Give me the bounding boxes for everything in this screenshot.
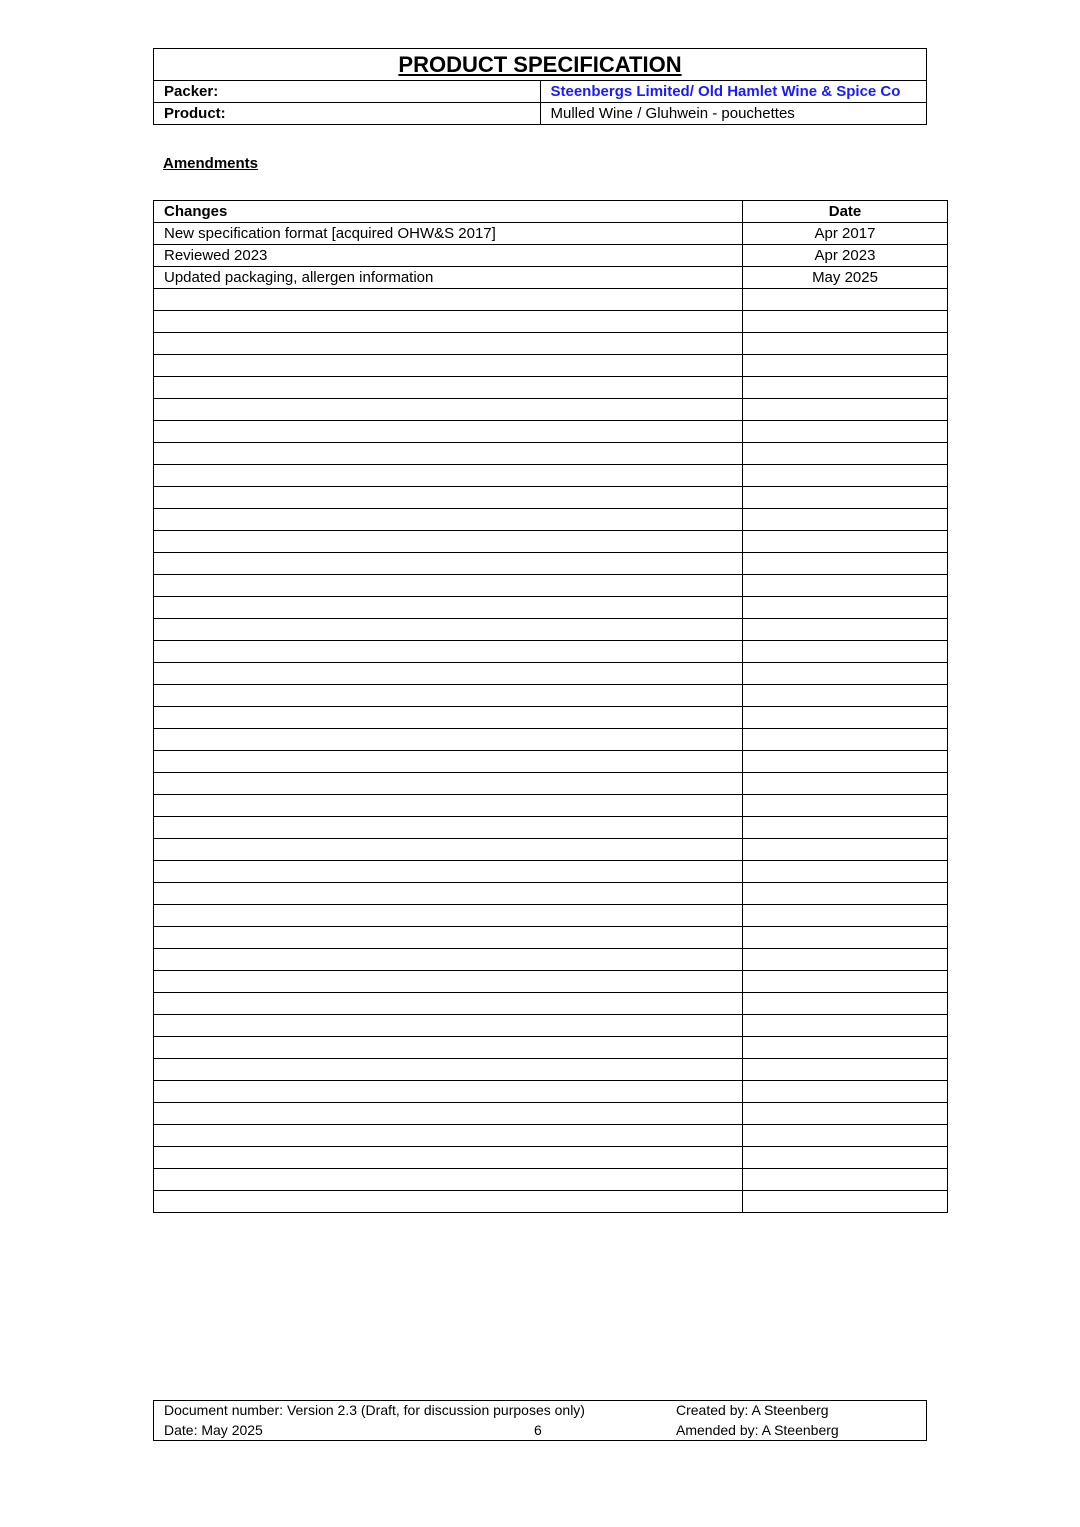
- date-cell: [743, 1037, 948, 1059]
- change-cell: [154, 399, 743, 421]
- spec-header-table: [153, 48, 927, 125]
- change-cell: [154, 685, 743, 707]
- change-cell: [154, 311, 743, 333]
- changes-column-header: Changes: [154, 201, 743, 223]
- change-cell: [154, 905, 743, 927]
- change-cell: [154, 641, 743, 663]
- table-row: [154, 223, 948, 245]
- date-cell: [743, 597, 948, 619]
- empty-table-row: [154, 729, 948, 751]
- change-cell: [154, 377, 743, 399]
- date-cell: [743, 553, 948, 575]
- date-cell: [743, 1081, 948, 1103]
- empty-table-row: [154, 1037, 948, 1059]
- date-cell: [743, 949, 948, 971]
- empty-table-row: [154, 971, 948, 993]
- empty-table-row: [154, 597, 948, 619]
- date-cell: [743, 927, 948, 949]
- table-row: [154, 245, 948, 267]
- date-cell: [743, 663, 948, 685]
- date-cell: [743, 707, 948, 729]
- empty-table-row: [154, 1125, 948, 1147]
- change-cell: [154, 1081, 743, 1103]
- empty-table-row: [154, 465, 948, 487]
- footer-page-number: 6: [534, 1422, 542, 1438]
- empty-table-row: [154, 839, 948, 861]
- change-cell: [154, 663, 743, 685]
- footer-date: Date: May 2025: [164, 1422, 263, 1438]
- empty-table-row: [154, 1081, 948, 1103]
- empty-table-row: [154, 399, 948, 421]
- empty-table-row: [154, 927, 948, 949]
- date-cell: [743, 1103, 948, 1125]
- empty-table-row: [154, 575, 948, 597]
- footer-document-number: Document number: Version 2.3 (Draft, for discussion purposes only): [164, 1402, 585, 1418]
- change-cell: [154, 1037, 743, 1059]
- change-cell: Updated packaging, allergen information: [154, 267, 743, 289]
- empty-table-row: [154, 553, 948, 575]
- date-cell: [743, 861, 948, 883]
- change-cell: [154, 707, 743, 729]
- date-cell: [743, 575, 948, 597]
- product-value: Mulled Wine / Gluhwein - pouchettes: [540, 103, 927, 125]
- empty-table-row: [154, 1169, 948, 1191]
- empty-table-row: [154, 487, 948, 509]
- footer-created-by: Created by: A Steenberg: [676, 1402, 829, 1418]
- date-cell: [743, 619, 948, 641]
- change-cell: [154, 597, 743, 619]
- change-cell: [154, 839, 743, 861]
- change-cell: [154, 575, 743, 597]
- amendments-table: [153, 200, 948, 1213]
- date-cell: Apr 2023: [743, 245, 948, 267]
- document-title: PRODUCT SPECIFICATION: [154, 49, 927, 81]
- empty-table-row: [154, 1147, 948, 1169]
- empty-table-row: [154, 289, 948, 311]
- change-cell: [154, 1191, 743, 1213]
- empty-table-row: [154, 641, 948, 663]
- date-cell: [743, 421, 948, 443]
- empty-table-row: [154, 905, 948, 927]
- empty-table-row: [154, 333, 948, 355]
- date-cell: [743, 531, 948, 553]
- date-cell: [743, 289, 948, 311]
- empty-table-row: [154, 707, 948, 729]
- change-cell: [154, 1147, 743, 1169]
- change-cell: [154, 1169, 743, 1191]
- change-cell: [154, 993, 743, 1015]
- date-cell: [743, 355, 948, 377]
- date-cell: [743, 839, 948, 861]
- change-cell: [154, 795, 743, 817]
- date-cell: [743, 399, 948, 421]
- amendments-table-body: [154, 201, 948, 1213]
- empty-table-row: [154, 355, 948, 377]
- change-cell: Reviewed 2023: [154, 245, 743, 267]
- change-cell: [154, 817, 743, 839]
- empty-table-row: [154, 949, 948, 971]
- change-cell: [154, 553, 743, 575]
- empty-table-row: [154, 795, 948, 817]
- change-cell: [154, 1125, 743, 1147]
- empty-table-row: [154, 509, 948, 531]
- date-cell: [743, 993, 948, 1015]
- change-cell: [154, 509, 743, 531]
- empty-table-row: [154, 1015, 948, 1037]
- change-cell: [154, 619, 743, 641]
- empty-table-row: [154, 861, 948, 883]
- empty-table-row: [154, 773, 948, 795]
- date-column-header: Date: [743, 201, 948, 223]
- packer-value: Steenbergs Limited/ Old Hamlet Wine & Spice Co: [540, 81, 927, 103]
- date-cell: [743, 1015, 948, 1037]
- empty-table-row: [154, 531, 948, 553]
- date-cell: [743, 333, 948, 355]
- date-cell: [743, 795, 948, 817]
- date-cell: [743, 817, 948, 839]
- product-label: Product:: [154, 103, 541, 125]
- change-cell: [154, 883, 743, 905]
- change-cell: [154, 927, 743, 949]
- date-cell: [743, 685, 948, 707]
- date-cell: [743, 509, 948, 531]
- change-cell: [154, 971, 743, 993]
- footer-amended-by: Amended by: A Steenberg: [676, 1422, 839, 1438]
- date-cell: [743, 311, 948, 333]
- amendments-header-row: [154, 201, 948, 223]
- date-cell: [743, 1059, 948, 1081]
- empty-table-row: [154, 619, 948, 641]
- date-cell: [743, 773, 948, 795]
- empty-table-row: [154, 993, 948, 1015]
- change-cell: [154, 465, 743, 487]
- table-row: [154, 267, 948, 289]
- empty-table-row: [154, 751, 948, 773]
- change-cell: [154, 443, 743, 465]
- date-cell: [743, 487, 948, 509]
- date-cell: [743, 1125, 948, 1147]
- date-cell: [743, 377, 948, 399]
- empty-table-row: [154, 443, 948, 465]
- date-cell: [743, 443, 948, 465]
- change-cell: [154, 289, 743, 311]
- date-cell: [743, 1169, 948, 1191]
- empty-table-row: [154, 685, 948, 707]
- change-cell: [154, 949, 743, 971]
- amendments-heading: Amendments: [163, 155, 259, 172]
- empty-table-row: [154, 1059, 948, 1081]
- date-cell: [743, 1147, 948, 1169]
- change-cell: [154, 487, 743, 509]
- date-cell: Apr 2017: [743, 223, 948, 245]
- change-cell: [154, 355, 743, 377]
- date-cell: [743, 465, 948, 487]
- empty-table-row: [154, 1103, 948, 1125]
- date-cell: [743, 1191, 948, 1213]
- date-cell: [743, 971, 948, 993]
- document-footer: [153, 1400, 927, 1441]
- change-cell: [154, 729, 743, 751]
- packer-label: Packer:: [154, 81, 541, 103]
- empty-table-row: [154, 817, 948, 839]
- change-cell: [154, 1015, 743, 1037]
- date-cell: [743, 729, 948, 751]
- change-cell: [154, 421, 743, 443]
- date-cell: [743, 751, 948, 773]
- date-cell: [743, 641, 948, 663]
- empty-table-row: [154, 663, 948, 685]
- change-cell: [154, 751, 743, 773]
- change-cell: [154, 1103, 743, 1125]
- empty-table-row: [154, 421, 948, 443]
- date-cell: [743, 883, 948, 905]
- empty-table-row: [154, 377, 948, 399]
- empty-table-row: [154, 1191, 948, 1213]
- change-cell: [154, 773, 743, 795]
- date-cell: May 2025: [743, 267, 948, 289]
- empty-table-row: [154, 311, 948, 333]
- change-cell: [154, 333, 743, 355]
- change-cell: New specification format [acquired OHW&S 2017]: [154, 223, 743, 245]
- change-cell: [154, 531, 743, 553]
- empty-table-row: [154, 883, 948, 905]
- date-cell: [743, 905, 948, 927]
- change-cell: [154, 1059, 743, 1081]
- change-cell: [154, 861, 743, 883]
